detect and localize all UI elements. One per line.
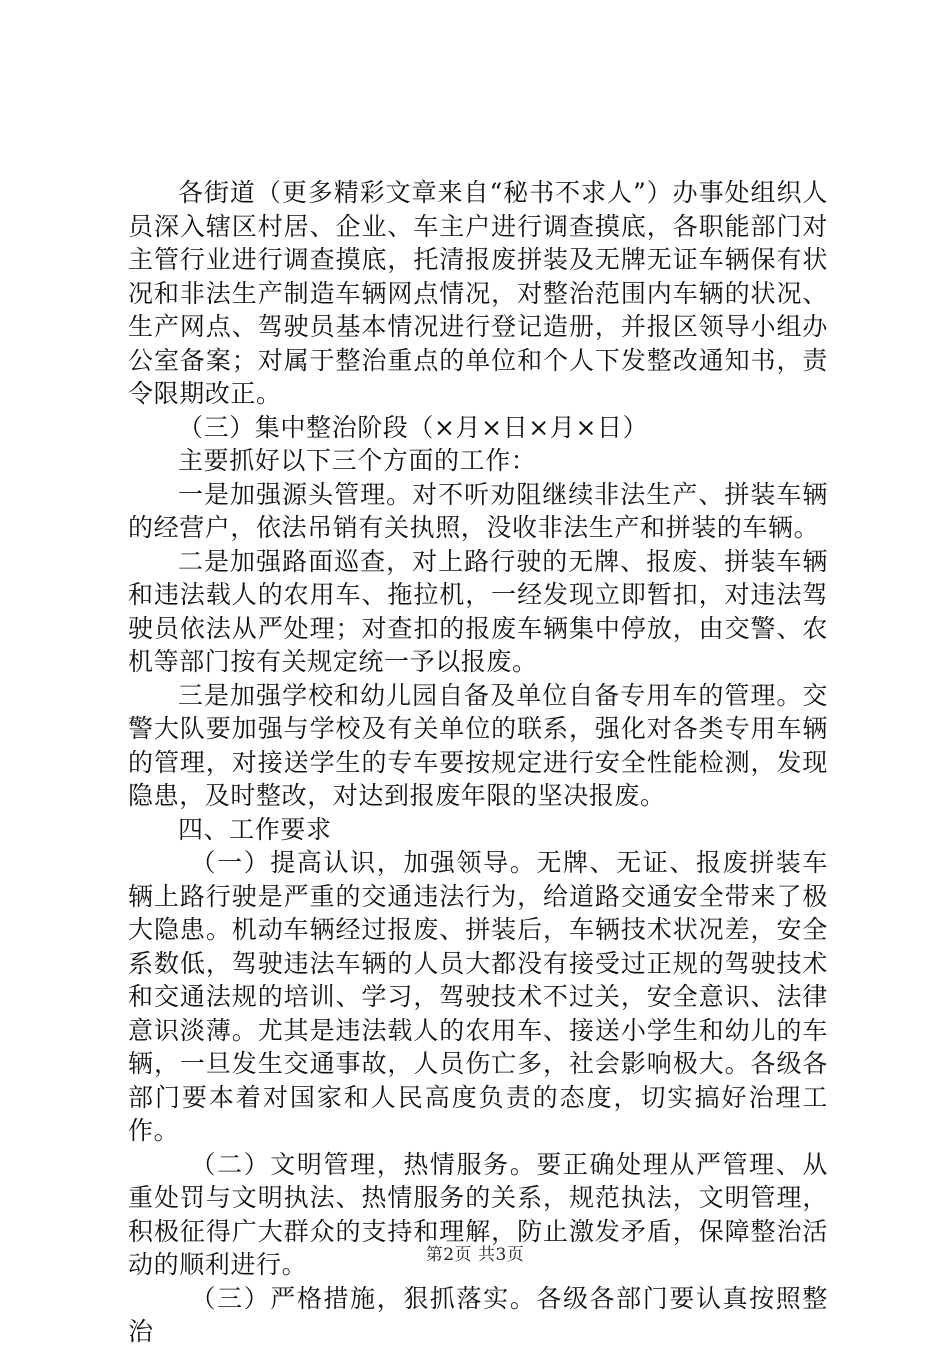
section-heading-work-requirements: 四、工作要求 (178, 814, 332, 844)
paragraph-requirement-strict-measures: （三）严格措施，狠抓落实。各级各部门要认真按照整治 (128, 1283, 828, 1346)
paragraph-investigation: 各街道（更多精彩文章来自“秘书不求人”）办事处组织人员深入辖区村居、企业、车主户进行调查摸底，各职能部门对主管行业进行调查摸底，托清报废拼装及无牌无证车辆保有状况和非法生产制造车辆网点情况，对整治范围内车辆的状况、生产网点、驾驶员基本情况进行登记造册，并报区领导小组办公室备案；对属于整治重点的单位和个人下发整改通知书，责令限期改正。 (128, 178, 828, 408)
paragraph-requirement-civil-management: （二）文明管理，热情服务。要正确处理从严管理、从重处罚与文明执法、热情服务的关系，规范执法，文明管理，积极征得广大群众的支持和理解，防止激发矛盾，保障整治活动的顺利进行。 (128, 1149, 828, 1279)
section-heading-concentrated-rectification: （三）集中整治阶段（×月×日×月×日） (178, 412, 649, 442)
paragraph-road-patrol: 二是加强路面巡查，对上路行驶的无牌、报废、拼装车辆和违法载人的农用车、拖拉机，一经发现立即暂扣，对违法驾驶员依法从严处理；对查扣的报废车辆集中停放，由交警、农机等部门按有关规定统一予以报废。 (128, 546, 828, 676)
paragraph-main-tasks-intro: 主要抓好以下三个方面的工作： (178, 446, 537, 475)
paragraph-school-vehicles: 三是加强学校和幼儿园自备及单位自备专用车的管理。交警大队要加强与学校及有关单位的联系，强化对各类专用车辆的管理，对接送学生的专车要按规定进行安全性能检测，发现隐患，及时整改，对达到报废年限的坚决报废。 (128, 680, 828, 810)
document-body (128, 176, 828, 1349)
paragraph-requirement-awareness: （一）提高认识，加强领导。无牌、无证、报废拼装车辆上路行驶是严重的交通违法行为，给道路交通安全带来了极大隐患。机动车辆经过报废、拼装后，车辆技术状况差，安全系数低，驾驶违法车辆的人员大都没有接受过正规的驾驶技术和交通法规的培训、学习，驾驶技术不过关，安全意识、法律意识淡薄。尤其是违法载人的农用车、接送小学生和幼儿的车辆，一旦发生交通事故，人员伤亡多，社会影响极大。各级各部门要本着对国家和人民高度负责的态度，切实搞好治理工作。 (128, 848, 828, 1145)
paragraph-source-management: 一是加强源头管理。对不听劝阻继续非法生产、拼装车辆的经营户，依法吊销有关执照，没收非法生产和拼装的车辆。 (128, 479, 828, 542)
page-number-footer: 第2页 共3页 (425, 1245, 525, 1265)
